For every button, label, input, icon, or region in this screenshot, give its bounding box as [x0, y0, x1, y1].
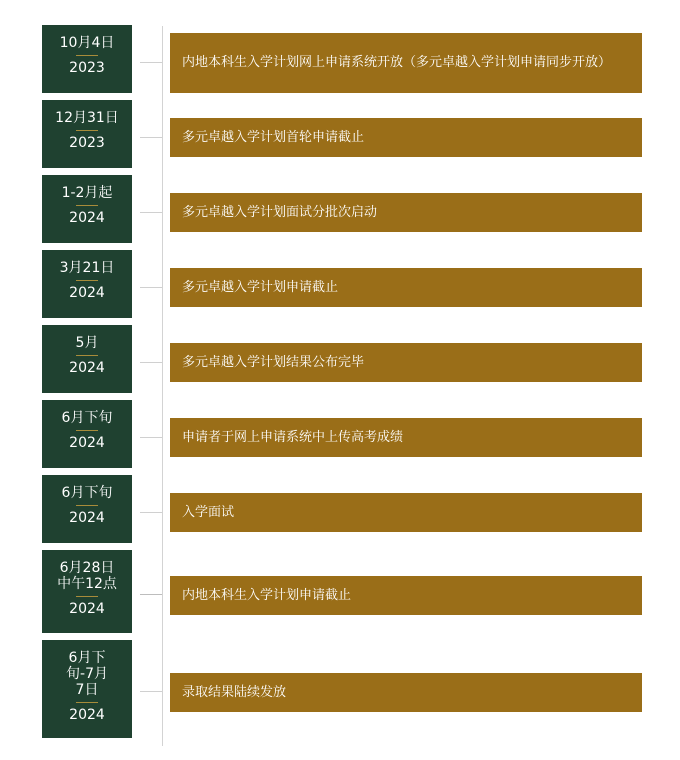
date-year: 2024 [69, 435, 105, 451]
timeline-connector [140, 287, 162, 288]
event-box [170, 193, 642, 232]
date-label: 6月28日中午12点 [57, 560, 117, 592]
date-label: 6月下旬-7月7日 [66, 650, 108, 698]
event-text: 多元卓越入学计划结果公布完毕 [182, 354, 365, 370]
date-label: 10月4日 [59, 35, 115, 51]
date-divider [76, 280, 98, 281]
event-text: 内地本科生入学计划申请截止 [182, 587, 352, 603]
event-text: 录取结果陆续发放 [182, 684, 287, 700]
date-box [42, 475, 132, 543]
date-divider [76, 205, 98, 206]
date-year: 2023 [69, 135, 105, 151]
date-box [42, 25, 132, 93]
date-divider [76, 596, 98, 597]
date-box [42, 640, 132, 738]
date-year: 2024 [69, 510, 105, 526]
timeline-connector [140, 62, 162, 63]
event-box [170, 33, 642, 93]
event-text: 多元卓越入学计划首轮申请截止 [182, 129, 365, 145]
event-text: 内地本科生入学计划网上申请系统开放（多元卓越入学计划申请同步开放） [182, 55, 612, 70]
date-year: 2024 [69, 360, 105, 376]
date-year: 2024 [69, 285, 105, 301]
date-box [42, 550, 132, 633]
timeline-connector [140, 362, 162, 363]
date-box [42, 250, 132, 318]
date-divider [76, 505, 98, 506]
event-box [170, 576, 642, 615]
date-label: 12月31日 [55, 110, 119, 126]
date-label: 6月下旬 [61, 485, 113, 501]
date-divider [76, 702, 98, 703]
date-divider [76, 430, 98, 431]
date-label: 1-2月起 [61, 185, 113, 201]
event-box [170, 343, 642, 382]
date-box [42, 325, 132, 393]
timeline-vertical-line [162, 26, 163, 746]
event-box [170, 493, 642, 532]
timeline-connector [140, 691, 162, 692]
event-text: 入学面试 [182, 504, 235, 520]
timeline-connector [140, 137, 162, 138]
date-box [42, 100, 132, 168]
date-divider [76, 130, 98, 131]
event-box [170, 418, 642, 457]
timeline-connector [140, 594, 162, 595]
date-year: 2024 [69, 210, 105, 226]
date-divider [76, 355, 98, 356]
date-label: 5月 [75, 335, 99, 351]
date-box [42, 400, 132, 468]
timeline-connector [140, 437, 162, 438]
date-year: 2024 [69, 601, 105, 617]
date-divider [76, 55, 98, 56]
event-text: 申请者于网上申请系统中上传高考成绩 [182, 429, 404, 445]
event-text: 多元卓越入学计划申请截止 [182, 279, 339, 295]
date-box [42, 175, 132, 243]
timeline-connector [140, 212, 162, 213]
date-label: 3月21日 [59, 260, 115, 276]
event-box [170, 118, 642, 157]
date-year: 2023 [69, 60, 105, 76]
date-label: 6月下旬 [61, 410, 113, 426]
event-text: 多元卓越入学计划面试分批次启动 [182, 204, 378, 220]
event-box [170, 268, 642, 307]
event-box [170, 673, 642, 712]
date-year: 2024 [69, 707, 105, 723]
timeline-connector [140, 512, 162, 513]
